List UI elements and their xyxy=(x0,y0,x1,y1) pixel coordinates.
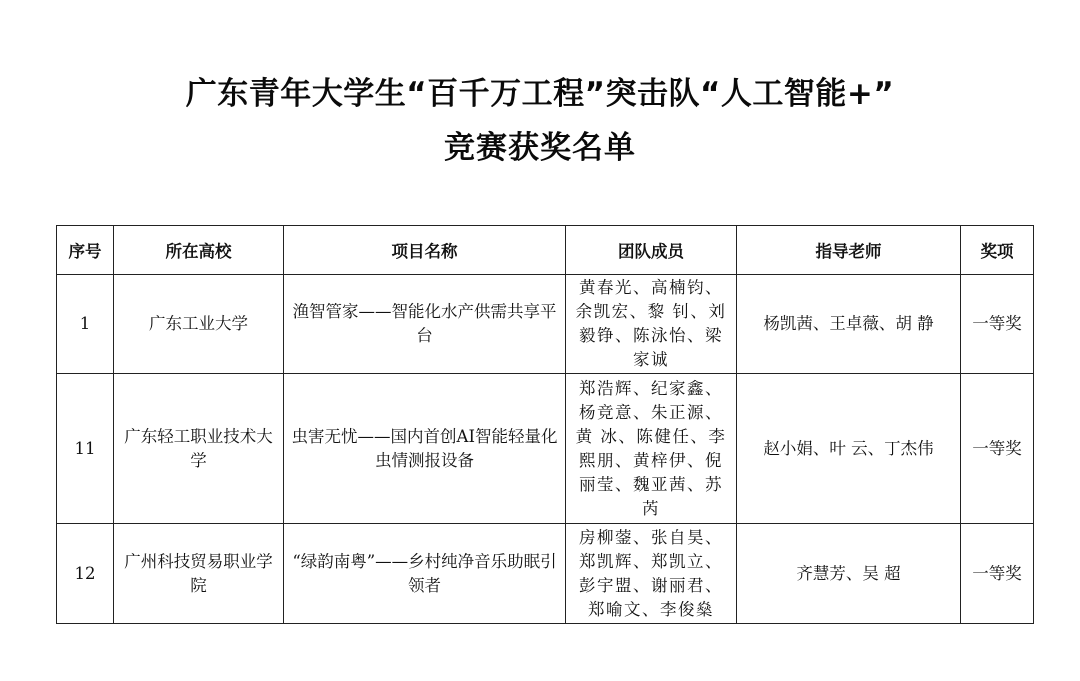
cell-members: 房柳蓥、张自昊、郑凯辉、郑凯立、彭宇盟、谢丽君、郑喻文、李俊燊 xyxy=(566,524,737,624)
table-header-row xyxy=(57,226,1034,275)
cell-number: 11 xyxy=(57,374,114,524)
cell-school: 广东工业大学 xyxy=(114,275,284,374)
cell-award: 一等奖 xyxy=(961,275,1034,374)
award-table xyxy=(56,225,1034,624)
cell-number: 1 xyxy=(57,275,114,374)
table-row xyxy=(57,374,1034,524)
table-row xyxy=(57,524,1034,624)
cell-award: 一等奖 xyxy=(961,374,1034,524)
page-subtitle: 竞赛获奖名单 xyxy=(444,130,636,166)
cell-award: 一等奖 xyxy=(961,524,1034,624)
cell-members: 黄春光、高楠钧、余凯宏、黎 钊、刘毅铮、陈泳怡、梁家诚 xyxy=(566,275,737,374)
cell-advisors: 齐慧芳、吴 超 xyxy=(737,524,961,624)
table-row xyxy=(57,275,1034,374)
header-award: 奖项 xyxy=(961,226,1034,275)
page-title: 广东青年大学生“百千万工程”突击队“人工智能+” xyxy=(185,76,895,112)
header-advisors: 指导老师 xyxy=(737,226,961,275)
header-project: 项目名称 xyxy=(284,226,566,275)
cell-number: 12 xyxy=(57,524,114,624)
cell-advisors: 赵小娟、叶 云、丁杰伟 xyxy=(737,374,961,524)
cell-members: 郑浩辉、纪家鑫、杨竞意、朱正源、黄 冰、陈健任、李熙朋、黄梓伊、倪丽莹、魏亚茜、苏 芮 xyxy=(566,374,737,524)
cell-advisors: 杨凯茜、王卓薇、胡 静 xyxy=(737,275,961,374)
header-school: 所在高校 xyxy=(114,226,284,275)
header-number: 序号 xyxy=(57,226,114,275)
cell-project: 虫害无忧——国内首创AI智能轻量化虫情测报设备 xyxy=(284,374,566,524)
header-members: 团队成员 xyxy=(566,226,737,275)
cell-school: 广东轻工职业技术大学 xyxy=(114,374,284,524)
cell-project: 渔智管家——智能化水产供需共享平台 xyxy=(284,275,566,374)
cell-school: 广州科技贸易职业学院 xyxy=(114,524,284,624)
cell-project: “绿韵南粤”——乡村纯净音乐助眠引领者 xyxy=(284,524,566,624)
